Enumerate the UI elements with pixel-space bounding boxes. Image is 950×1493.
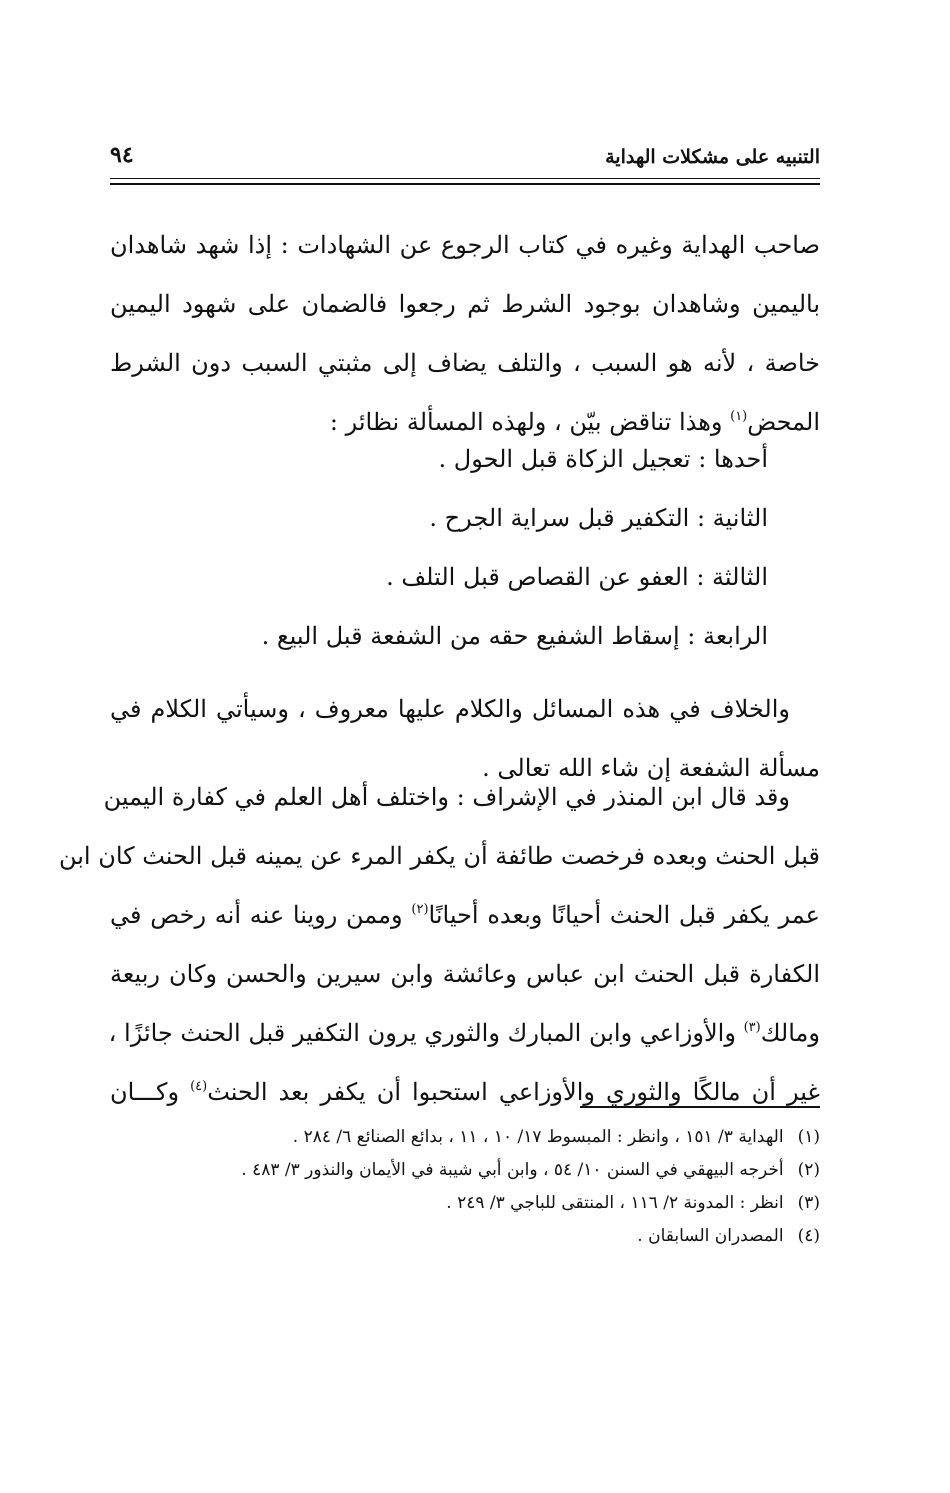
text-line: قبل الحنث وبعده فرخصت طائفة أن يكفر المرء عن يمينه قبل الحنث كان ابن (58, 842, 820, 870)
text-segment: ومالك (760, 1019, 820, 1047)
text-line: والخلاف في هذه المسائل والكلام عليها معروف ، وسيأتي الكلام في (110, 695, 790, 723)
footnote-number: (٤) (797, 1226, 820, 1246)
text-segment: غير أن مالكًا والثوري والأوزاعي استحبوا أن يكفر بعد الحنث (207, 1078, 820, 1106)
list-item: الثانية : التكفير قبل سراية الجرح . (429, 504, 768, 532)
text-line: باليمين وشاهدان بوجود الشرط ثم رجعوا فالضمان على شهود اليمين (110, 290, 820, 318)
list-item: الثالثة : العفو عن القصاص قبل التلف . (386, 563, 768, 591)
text-line: صاحب الهداية وغيره في كتاب الرجوع عن الشهادات : إذا شهد شاهدان (110, 231, 820, 259)
text-segment: وهذا تناقض بيّن ، ولهذه المسألة نظائر : (329, 408, 723, 436)
page-header (110, 140, 820, 176)
footnote-text: انظر : المدونة ٢/ ١١٦ ، المنتقى للباجي ٣/ ٢٤٩ . (446, 1193, 784, 1213)
footnote-text: المصدران السابقان . (637, 1226, 784, 1246)
text-line: الكفارة قبل الحنث ابن عباس وعائشة وابن سيرين والحسن وكان ربيعة (110, 960, 820, 988)
footnote-number: (٢) (797, 1160, 820, 1180)
paragraph-3 (58, 768, 820, 1122)
list-item: أحدها : تعجيل الزكاة قبل الحول . (438, 445, 768, 473)
list-item: الرابعة : إسقاط الشفيع حقه من الشفعة قبل البيع . (261, 622, 768, 650)
footnote (110, 1220, 820, 1253)
header-rule-double (110, 183, 820, 185)
text-line (110, 886, 820, 945)
footnote-ref: (١) (730, 409, 748, 424)
examples-list (110, 430, 820, 666)
text-line: خاصة ، لأنه هو السبب ، والتلف يضاف إلى مثبتي السبب دون الشرط (110, 349, 820, 377)
text-segment: وممن روينا عنه أنه رخص في (110, 901, 403, 929)
text-segment: عمر يكفر قبل الحنث أحيانًا وبعده أحيانًا (428, 901, 820, 929)
text-line (110, 1063, 820, 1122)
paragraph-1 (110, 216, 820, 452)
footnote-text: أخرجه البيهقي في السنن ١٠/ ٥٤ ، وابن أبي شيبة في الأيمان والنذور ٣/ ٤٨٣ . (241, 1160, 784, 1180)
footnote-ref: (٣) (743, 1020, 761, 1035)
page-number: ٩٤ (110, 142, 134, 168)
footnote-number: (١) (797, 1127, 820, 1147)
footnote-separator (580, 1106, 820, 1108)
text-segment: المحض (747, 408, 820, 436)
footnote-number: (٣) (797, 1193, 820, 1213)
text-line: وقد قال ابن المنذر في الإشراف : واختلف أهل العلم في كفارة اليمين (103, 783, 790, 811)
footnote (110, 1121, 820, 1154)
text-segment: والأوزاعي وابن المبارك والثوري يرون التكفير قبل الحنث جائزًا ، (108, 1019, 736, 1047)
footnote (110, 1154, 820, 1187)
footnote-ref: (٢) (411, 902, 429, 917)
text-line: مسألة الشفعة إن شاء الله تعالى . (482, 754, 820, 782)
footnote-text: الهداية ٣/ ١٥١ ، وانظر : المبسوط ١٧/ ١٠ ، ١١ ، بدائع الصنائع ٦/ ٢٨٤ . (292, 1127, 784, 1147)
header-rule (110, 178, 820, 179)
text-line (110, 1004, 820, 1063)
footnotes (110, 1121, 820, 1253)
text-segment: وكـــان (110, 1078, 180, 1106)
running-title: التنبيه على مشكلات الهداية (605, 146, 820, 168)
footnote-ref: (٤) (190, 1079, 208, 1094)
footnote (110, 1187, 820, 1220)
